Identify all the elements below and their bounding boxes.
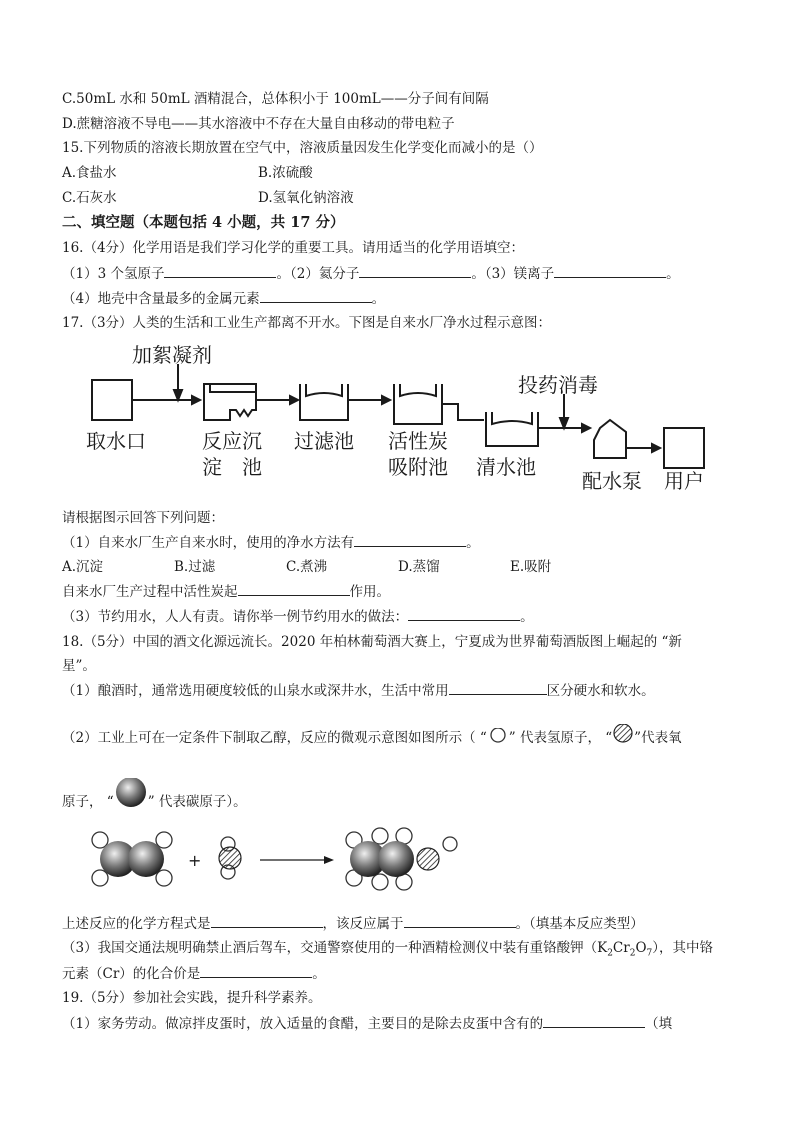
question-17: 17.（3分）人类的生活和工业生产都离不开水。下图是自来水厂净水过程示意图： bbox=[62, 315, 552, 331]
q15-option-a[interactable]: A.食盐水 bbox=[62, 165, 117, 181]
q18-2-text-e: ” 代表碳原子）。 bbox=[147, 794, 247, 810]
sediment-tank bbox=[204, 384, 256, 420]
q18-3-text-a: （3）我国交通法规明确禁止酒后驾车，交通警察使用的一种酒精检测仪中装有重铬酸钾（K bbox=[62, 940, 608, 956]
q17-line-1 bbox=[62, 533, 480, 552]
q18-2-text-c: ”代表氧 bbox=[634, 730, 682, 746]
q16-line-4 bbox=[62, 289, 385, 308]
q16-4-end: 。 bbox=[371, 291, 386, 307]
sub-cr: 2 bbox=[629, 948, 636, 959]
q17-line-3 bbox=[62, 607, 534, 626]
answer-blank-reaction-type[interactable] bbox=[404, 914, 516, 928]
q17-3-end: 。 bbox=[520, 609, 534, 625]
q17-option-e[interactable]: E.吸附 bbox=[510, 559, 552, 575]
q16-end: 。 bbox=[666, 266, 680, 282]
oxygen-atom-icon bbox=[612, 724, 634, 746]
q18-line-3 bbox=[62, 939, 713, 963]
ethanol-molecule bbox=[346, 828, 457, 890]
hydrogen-atom-icon bbox=[487, 728, 509, 746]
answer-blank-magnesium-ion[interactable] bbox=[554, 264, 666, 278]
q18-line-2-cont bbox=[62, 778, 247, 812]
question-18: 18.（5分）中国的酒文化源远流长。2020 年柏林葡萄酒大赛上，宁夏成为世界葡萄酒版图上崛起的 “新 bbox=[62, 634, 682, 650]
q18-3-end: 。 bbox=[312, 966, 326, 982]
q18-2-text-d: 原子， “ bbox=[62, 794, 114, 810]
q17-2-end: 作用。 bbox=[349, 584, 390, 600]
intake-box bbox=[92, 380, 132, 420]
answer-blank-equation[interactable] bbox=[211, 914, 323, 928]
label-clear: 清水池 bbox=[476, 455, 536, 479]
q17-option-c[interactable]: C.煮沸 bbox=[286, 559, 328, 575]
label-coagulant: 加絮凝剂 bbox=[132, 343, 212, 367]
label-user: 用户 bbox=[664, 469, 704, 493]
label-carbon-1: 活性炭 bbox=[388, 429, 448, 453]
answer-blank-save-water[interactable] bbox=[408, 607, 520, 621]
q17-option-b[interactable]: B.过滤 bbox=[174, 559, 216, 575]
q18-eq-text-c: 。（填基本反应类型） bbox=[515, 916, 644, 932]
q17-1-end: 。 bbox=[466, 535, 480, 551]
carbon-atom-icon bbox=[114, 778, 148, 812]
answer-blank-valence[interactable] bbox=[200, 964, 312, 978]
q17-1-text: （1）自来水厂生产自来水时，使用的净水方法有 bbox=[62, 535, 355, 551]
q16-4-text: （4）地壳中含量最多的金属元素 bbox=[62, 291, 260, 307]
question-18-cont: 星”。 bbox=[62, 658, 96, 674]
reaction-arrow bbox=[324, 856, 334, 864]
q17-3-text: （3）节约用水，人人有责。请你举一例节约用水的做法： bbox=[62, 609, 409, 625]
q18-line-3-cont bbox=[62, 964, 326, 983]
q17-2-text: 自来水厂生产过程中活性炭起 bbox=[62, 584, 238, 600]
label-sediment-2: 淀 池 bbox=[202, 455, 262, 479]
ethylene-molecule bbox=[92, 832, 172, 886]
answer-blank-helium[interactable] bbox=[359, 264, 471, 278]
reaction-diagram bbox=[84, 822, 464, 898]
q18-2-text-a: （2）工业上可在一定条件下制取乙醇，反应的微观示意图如图所示（ “ bbox=[62, 730, 487, 746]
q17-intro: 请根据图示回答下列问题： bbox=[62, 510, 224, 526]
q18-3-text-d: ），其中铬 bbox=[652, 940, 714, 956]
q18-2-text-b: ” 代表氢原子， “ bbox=[508, 730, 613, 746]
q15-options-ab bbox=[62, 164, 313, 182]
plus-sign: + bbox=[188, 851, 202, 870]
q18-eq-text-a: 上述反应的化学方程式是 bbox=[62, 916, 211, 932]
q16-2-text: 。（2）氦分子 bbox=[276, 266, 360, 282]
answer-blank-preserved-egg[interactable] bbox=[543, 1014, 645, 1028]
q15-options-cd bbox=[62, 189, 354, 207]
user-box bbox=[664, 428, 704, 468]
answer-blank-hydrogen-atoms[interactable] bbox=[164, 264, 276, 278]
q15-option-b[interactable]: B.浓硫酸 bbox=[258, 165, 313, 181]
label-disinfect: 投药消毒 bbox=[518, 373, 598, 397]
q18-3-text-e: 元素（Cr）的化合价是 bbox=[62, 966, 201, 982]
q17-line-2 bbox=[62, 582, 390, 601]
q18-eq-text-b: ，该反应属于 bbox=[322, 916, 404, 932]
q18-3-text-c: O bbox=[635, 940, 647, 956]
q16-line-1 bbox=[62, 264, 680, 283]
q16-1-text: （1）3 个氢原子 bbox=[62, 266, 165, 282]
label-sediment-1: 反应沉 bbox=[202, 429, 262, 453]
q18-1-end: 区分硬水和软水。 bbox=[546, 683, 655, 699]
label-filter: 过滤池 bbox=[294, 429, 354, 453]
q15-option-c[interactable]: C.石灰水 bbox=[62, 190, 117, 206]
label-carbon-2: 吸附池 bbox=[388, 455, 448, 479]
label-intake: 取水口 bbox=[86, 429, 146, 453]
q17-option-a[interactable]: A.沉淀 bbox=[62, 559, 104, 575]
q15-option-d[interactable]: D.氢氧化钠溶液 bbox=[258, 190, 354, 206]
section-2-heading: 二、填空题（本题包括 4 小题，共 17 分） bbox=[62, 214, 345, 231]
q19-line-1 bbox=[62, 1014, 672, 1033]
answer-blank-methods[interactable] bbox=[354, 533, 466, 547]
filter-tank bbox=[300, 384, 348, 420]
option-d-line: D.蔗糖溶液不导电——其水溶液中不存在大量自由移动的带电粒子 bbox=[62, 116, 455, 132]
water-molecule bbox=[219, 837, 241, 879]
pump-shape bbox=[594, 420, 626, 458]
answer-blank-metal-element[interactable] bbox=[260, 289, 372, 303]
q19-1-end: （填 bbox=[645, 1016, 673, 1032]
answer-blank-hardness[interactable] bbox=[449, 681, 547, 695]
q16-3-text: 。（3）镁离子 bbox=[471, 266, 555, 282]
answer-blank-carbon-role[interactable] bbox=[238, 582, 350, 596]
question-15: 15.下列物质的溶液长期放置在空气中，溶液质量因发生化学变化而减小的是（） bbox=[62, 140, 543, 156]
q18-line-1 bbox=[62, 681, 655, 700]
sub-k: 2 bbox=[607, 948, 613, 959]
question-16: 16.（4分）化学用语是我们学习化学的重要工具。请用适当的化学用语填空： bbox=[62, 240, 525, 256]
q18-equation-line bbox=[62, 914, 644, 933]
sub-o: 7 bbox=[646, 948, 653, 959]
q18-line-2 bbox=[62, 724, 682, 747]
carbon-tank bbox=[394, 384, 442, 424]
q19-1-text: （1）家务劳动。做凉拌皮蛋时，放入适量的食醋，主要目的是除去皮蛋中含有的 bbox=[62, 1016, 544, 1032]
option-c-line: C.50mL 水和 50mL 酒精混合，总体积小于 100mL——分子间有间隔 bbox=[62, 91, 489, 107]
q17-option-d[interactable]: D.蒸馏 bbox=[398, 559, 440, 575]
question-19: 19.（5分）参加社会实践，提升科学素养。 bbox=[62, 990, 322, 1006]
clear-water-tank bbox=[486, 412, 538, 446]
q18-3-text-b: Cr bbox=[612, 940, 630, 956]
q18-1-text: （1）酿酒时，通常选用硬度较低的山泉水或深井水，生活中常用 bbox=[62, 683, 449, 699]
label-pump: 配水泵 bbox=[582, 469, 642, 493]
water-treatment-diagram bbox=[80, 336, 720, 496]
